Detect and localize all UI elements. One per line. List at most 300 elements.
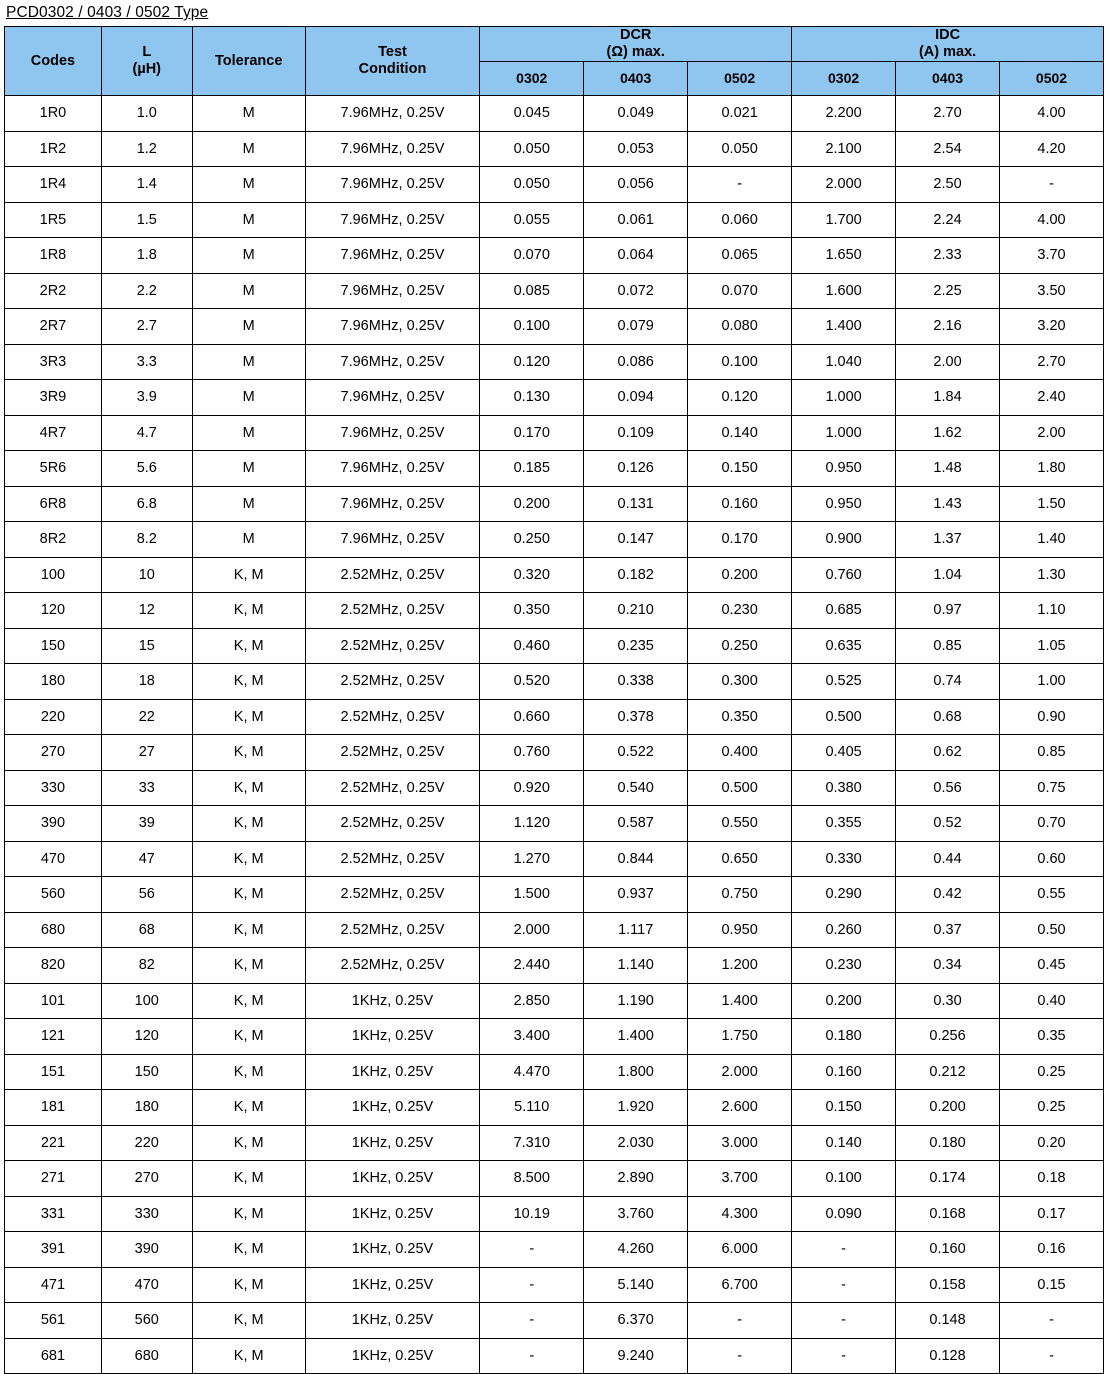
cell-test-condition: 7.96MHz, 0.25V — [305, 273, 480, 309]
cell-idc-0302: 2.000 — [792, 167, 896, 203]
cell-dcr-0502: 0.750 — [688, 877, 792, 913]
cell-tolerance: K, M — [192, 912, 305, 948]
cell-idc-0302: 0.230 — [792, 948, 896, 984]
cell-dcr-0502: 0.200 — [688, 557, 792, 593]
cell-dcr-0302: 1.270 — [480, 841, 584, 877]
cell-code: 470 — [5, 841, 102, 877]
cell-idc-0302: 0.330 — [792, 841, 896, 877]
cell-dcr-0502: 2.000 — [688, 1054, 792, 1090]
cell-inductance: 22 — [101, 699, 192, 735]
cell-code: 561 — [5, 1303, 102, 1339]
cell-dcr-0502: 0.100 — [688, 344, 792, 380]
table-row — [5, 415, 1104, 451]
table-row — [5, 1019, 1104, 1055]
cell-inductance: 1.8 — [101, 238, 192, 274]
cell-tolerance: K, M — [192, 1090, 305, 1126]
cell-idc-0302: 0.290 — [792, 877, 896, 913]
cell-dcr-0302: 0.130 — [480, 380, 584, 416]
table-row — [5, 699, 1104, 735]
cell-dcr-0403: 0.064 — [584, 238, 688, 274]
table-row — [5, 202, 1104, 238]
cell-idc-0302: 0.405 — [792, 735, 896, 771]
cell-dcr-0403: 0.522 — [584, 735, 688, 771]
cell-inductance: 330 — [101, 1196, 192, 1232]
cell-idc-0302: 0.180 — [792, 1019, 896, 1055]
cell-idc-0502: - — [1000, 1338, 1104, 1374]
cell-code: 8R2 — [5, 522, 102, 558]
cell-dcr-0403: 0.094 — [584, 380, 688, 416]
cell-tolerance: K, M — [192, 948, 305, 984]
cell-idc-0302: 2.100 — [792, 131, 896, 167]
cell-dcr-0403: 0.049 — [584, 96, 688, 132]
cell-code: 390 — [5, 806, 102, 842]
cell-inductance: 68 — [101, 912, 192, 948]
cell-dcr-0502: 0.550 — [688, 806, 792, 842]
cell-code: 681 — [5, 1338, 102, 1374]
cell-tolerance: K, M — [192, 557, 305, 593]
cell-tolerance: K, M — [192, 841, 305, 877]
cell-dcr-0302: - — [480, 1232, 584, 1268]
cell-dcr-0502: 0.230 — [688, 593, 792, 629]
cell-tolerance: M — [192, 415, 305, 451]
cell-code: 100 — [5, 557, 102, 593]
cell-tolerance: K, M — [192, 1303, 305, 1339]
table-row — [5, 1125, 1104, 1161]
cell-idc-0302: 0.900 — [792, 522, 896, 558]
cell-inductance: 3.3 — [101, 344, 192, 380]
cell-code: 121 — [5, 1019, 102, 1055]
cell-idc-0302: 0.950 — [792, 486, 896, 522]
cell-test-condition: 2.52MHz, 0.25V — [305, 664, 480, 700]
table-row — [5, 486, 1104, 522]
cell-idc-0403: 0.256 — [896, 1019, 1000, 1055]
cell-dcr-0403: 0.131 — [584, 486, 688, 522]
cell-dcr-0302: 1.500 — [480, 877, 584, 913]
cell-dcr-0302: 0.070 — [480, 238, 584, 274]
cell-idc-0502: 0.18 — [1000, 1161, 1104, 1197]
cell-inductance: 390 — [101, 1232, 192, 1268]
cell-idc-0302: 0.760 — [792, 557, 896, 593]
cell-test-condition: 7.96MHz, 0.25V — [305, 415, 480, 451]
cell-dcr-0502: 0.140 — [688, 415, 792, 451]
cell-code: 5R6 — [5, 451, 102, 487]
table-row — [5, 1338, 1104, 1374]
cell-test-condition: 7.96MHz, 0.25V — [305, 309, 480, 345]
column-group-header-dcr — [480, 27, 792, 62]
cell-idc-0302: 2.200 — [792, 96, 896, 132]
cell-idc-0302: 0.100 — [792, 1161, 896, 1197]
cell-tolerance: M — [192, 96, 305, 132]
cell-idc-0302: 0.635 — [792, 628, 896, 664]
cell-dcr-0403: 1.190 — [584, 983, 688, 1019]
cell-tolerance: K, M — [192, 699, 305, 735]
table-row — [5, 1303, 1104, 1339]
cell-idc-0302: 0.500 — [792, 699, 896, 735]
cell-test-condition: 7.96MHz, 0.25V — [305, 131, 480, 167]
cell-idc-0302: - — [792, 1232, 896, 1268]
cell-idc-0502: 1.10 — [1000, 593, 1104, 629]
column-header-test-condition-line2: Condition — [358, 61, 427, 77]
cell-dcr-0302: 0.760 — [480, 735, 584, 771]
cell-tolerance: K, M — [192, 770, 305, 806]
table-row — [5, 877, 1104, 913]
cell-idc-0502: 0.15 — [1000, 1267, 1104, 1303]
cell-idc-0302: 0.150 — [792, 1090, 896, 1126]
cell-dcr-0502: 0.065 — [688, 238, 792, 274]
cell-inductance: 3.9 — [101, 380, 192, 416]
cell-idc-0403: 2.16 — [896, 309, 1000, 345]
cell-test-condition: 1KHz, 0.25V — [305, 1232, 480, 1268]
table-row — [5, 806, 1104, 842]
cell-idc-0302: 0.140 — [792, 1125, 896, 1161]
cell-dcr-0502: 0.500 — [688, 770, 792, 806]
cell-idc-0403: 0.212 — [896, 1054, 1000, 1090]
column-subheader-dcr-0502: 0502 — [688, 62, 792, 96]
cell-test-condition: 2.52MHz, 0.25V — [305, 699, 480, 735]
cell-tolerance: K, M — [192, 1232, 305, 1268]
column-group-header-idc — [792, 27, 1104, 62]
table-row — [5, 96, 1104, 132]
cell-dcr-0302: 0.085 — [480, 273, 584, 309]
cell-idc-0502: 0.16 — [1000, 1232, 1104, 1268]
cell-test-condition: 2.52MHz, 0.25V — [305, 806, 480, 842]
table-row — [5, 167, 1104, 203]
cell-dcr-0502: 0.060 — [688, 202, 792, 238]
cell-idc-0403: 0.62 — [896, 735, 1000, 771]
column-header-inductance-symbol: L — [142, 44, 152, 60]
table-row — [5, 380, 1104, 416]
cell-inductance: 18 — [101, 664, 192, 700]
cell-idc-0502: 4.00 — [1000, 96, 1104, 132]
cell-dcr-0502: 0.170 — [688, 522, 792, 558]
cell-dcr-0502: 0.080 — [688, 309, 792, 345]
cell-idc-0403: 0.37 — [896, 912, 1000, 948]
column-header-inductance — [101, 27, 192, 96]
cell-tolerance: K, M — [192, 877, 305, 913]
cell-code: 391 — [5, 1232, 102, 1268]
cell-tolerance: K, M — [192, 983, 305, 1019]
cell-code: 4R7 — [5, 415, 102, 451]
cell-inductance: 100 — [101, 983, 192, 1019]
cell-dcr-0302: 0.460 — [480, 628, 584, 664]
cell-dcr-0403: 0.338 — [584, 664, 688, 700]
column-subheader-dcr-0403: 0403 — [584, 62, 688, 96]
cell-dcr-0502: 0.400 — [688, 735, 792, 771]
cell-idc-0302: 0.525 — [792, 664, 896, 700]
cell-code: 180 — [5, 664, 102, 700]
cell-code: 330 — [5, 770, 102, 806]
cell-dcr-0502: 0.150 — [688, 451, 792, 487]
cell-dcr-0302: 0.200 — [480, 486, 584, 522]
column-subheader-dcr-0302: 0302 — [480, 62, 584, 96]
cell-tolerance: M — [192, 202, 305, 238]
table-row — [5, 273, 1104, 309]
specification-table — [4, 26, 1104, 1374]
cell-tolerance: M — [192, 522, 305, 558]
cell-dcr-0403: 6.370 — [584, 1303, 688, 1339]
cell-test-condition: 7.96MHz, 0.25V — [305, 344, 480, 380]
cell-inductance: 47 — [101, 841, 192, 877]
cell-inductance: 470 — [101, 1267, 192, 1303]
cell-dcr-0502: - — [688, 167, 792, 203]
cell-inductance: 1.4 — [101, 167, 192, 203]
cell-dcr-0302: 0.250 — [480, 522, 584, 558]
cell-idc-0502: 3.20 — [1000, 309, 1104, 345]
cell-idc-0403: 1.84 — [896, 380, 1000, 416]
cell-idc-0502: 0.20 — [1000, 1125, 1104, 1161]
cell-idc-0502: 1.30 — [1000, 557, 1104, 593]
cell-dcr-0403: 0.937 — [584, 877, 688, 913]
cell-tolerance: K, M — [192, 1196, 305, 1232]
cell-idc-0502: 0.75 — [1000, 770, 1104, 806]
cell-idc-0502: 1.50 — [1000, 486, 1104, 522]
cell-test-condition: 7.96MHz, 0.25V — [305, 96, 480, 132]
cell-idc-0403: 2.70 — [896, 96, 1000, 132]
table-row — [5, 1267, 1104, 1303]
table-row — [5, 1232, 1104, 1268]
cell-idc-0403: 0.74 — [896, 664, 1000, 700]
cell-idc-0302: - — [792, 1303, 896, 1339]
cell-dcr-0502: 3.700 — [688, 1161, 792, 1197]
cell-dcr-0403: 1.400 — [584, 1019, 688, 1055]
cell-dcr-0502: 2.600 — [688, 1090, 792, 1126]
cell-dcr-0403: 2.030 — [584, 1125, 688, 1161]
cell-idc-0403: 2.25 — [896, 273, 1000, 309]
cell-dcr-0302: 0.185 — [480, 451, 584, 487]
cell-dcr-0403: 1.140 — [584, 948, 688, 984]
cell-inductance: 10 — [101, 557, 192, 593]
cell-code: 1R5 — [5, 202, 102, 238]
cell-dcr-0403: 0.056 — [584, 167, 688, 203]
cell-idc-0502: 0.85 — [1000, 735, 1104, 771]
cell-dcr-0302: 2.850 — [480, 983, 584, 1019]
cell-idc-0502: - — [1000, 1303, 1104, 1339]
cell-idc-0403: 1.04 — [896, 557, 1000, 593]
cell-idc-0502: 2.40 — [1000, 380, 1104, 416]
cell-inductance: 2.7 — [101, 309, 192, 345]
cell-dcr-0502: 1.750 — [688, 1019, 792, 1055]
cell-tolerance: K, M — [192, 1338, 305, 1374]
cell-dcr-0302: 10.19 — [480, 1196, 584, 1232]
cell-inductance: 1.0 — [101, 96, 192, 132]
cell-code: 1R4 — [5, 167, 102, 203]
cell-dcr-0403: 0.072 — [584, 273, 688, 309]
cell-idc-0403: 1.48 — [896, 451, 1000, 487]
cell-idc-0403: 0.56 — [896, 770, 1000, 806]
cell-dcr-0302: 8.500 — [480, 1161, 584, 1197]
cell-code: 270 — [5, 735, 102, 771]
cell-test-condition: 7.96MHz, 0.25V — [305, 167, 480, 203]
cell-dcr-0403: 0.126 — [584, 451, 688, 487]
cell-inductance: 4.7 — [101, 415, 192, 451]
cell-dcr-0302: 0.920 — [480, 770, 584, 806]
cell-idc-0502: 0.25 — [1000, 1090, 1104, 1126]
cell-inductance: 270 — [101, 1161, 192, 1197]
cell-idc-0302: - — [792, 1267, 896, 1303]
cell-idc-0403: 0.52 — [896, 806, 1000, 842]
cell-inductance: 220 — [101, 1125, 192, 1161]
cell-idc-0302: 1.700 — [792, 202, 896, 238]
cell-code: 1R8 — [5, 238, 102, 274]
cell-code: 560 — [5, 877, 102, 913]
cell-test-condition: 1KHz, 0.25V — [305, 1196, 480, 1232]
cell-dcr-0502: 6.000 — [688, 1232, 792, 1268]
cell-dcr-0502: - — [688, 1303, 792, 1339]
cell-dcr-0403: 0.540 — [584, 770, 688, 806]
cell-idc-0302: 1.400 — [792, 309, 896, 345]
cell-idc-0403: 0.34 — [896, 948, 1000, 984]
cell-dcr-0302: 0.520 — [480, 664, 584, 700]
cell-dcr-0302: 0.050 — [480, 167, 584, 203]
cell-dcr-0403: 0.210 — [584, 593, 688, 629]
cell-tolerance: M — [192, 238, 305, 274]
cell-dcr-0502: 0.650 — [688, 841, 792, 877]
cell-tolerance: M — [192, 380, 305, 416]
cell-idc-0502: - — [1000, 167, 1104, 203]
cell-idc-0502: 4.00 — [1000, 202, 1104, 238]
table-row — [5, 983, 1104, 1019]
cell-dcr-0403: 3.760 — [584, 1196, 688, 1232]
column-header-test-condition — [305, 27, 480, 96]
column-group-header-dcr-line1: DCR — [619, 27, 652, 43]
cell-tolerance: K, M — [192, 1161, 305, 1197]
cell-idc-0502: 0.50 — [1000, 912, 1104, 948]
table-row — [5, 451, 1104, 487]
table-row — [5, 309, 1104, 345]
cell-dcr-0302: - — [480, 1338, 584, 1374]
cell-idc-0502: 3.50 — [1000, 273, 1104, 309]
cell-inductance: 33 — [101, 770, 192, 806]
cell-test-condition: 7.96MHz, 0.25V — [305, 202, 480, 238]
cell-idc-0302: 1.040 — [792, 344, 896, 380]
column-group-header-idc-line1: IDC — [935, 27, 961, 43]
cell-code: 2R2 — [5, 273, 102, 309]
cell-test-condition: 2.52MHz, 0.25V — [305, 735, 480, 771]
column-group-header-idc-line2: (A) max. — [918, 44, 977, 60]
cell-idc-0403: 0.97 — [896, 593, 1000, 629]
cell-dcr-0302: - — [480, 1303, 584, 1339]
cell-dcr-0403: 0.086 — [584, 344, 688, 380]
column-header-codes: Codes — [5, 27, 102, 96]
cell-tolerance: M — [192, 309, 305, 345]
cell-idc-0403: 2.00 — [896, 344, 1000, 380]
cell-dcr-0502: 0.350 — [688, 699, 792, 735]
cell-inductance: 15 — [101, 628, 192, 664]
cell-dcr-0403: 0.587 — [584, 806, 688, 842]
cell-code: 271 — [5, 1161, 102, 1197]
cell-dcr-0502: 0.950 — [688, 912, 792, 948]
cell-idc-0502: 1.80 — [1000, 451, 1104, 487]
cell-code: 6R8 — [5, 486, 102, 522]
cell-dcr-0403: 5.140 — [584, 1267, 688, 1303]
cell-dcr-0502: 0.300 — [688, 664, 792, 700]
page-title: PCD0302 / 0403 / 0502 Type — [6, 4, 209, 21]
cell-code: 181 — [5, 1090, 102, 1126]
cell-dcr-0403: 1.117 — [584, 912, 688, 948]
cell-idc-0502: 2.70 — [1000, 344, 1104, 380]
cell-dcr-0302: 1.120 — [480, 806, 584, 842]
cell-test-condition: 1KHz, 0.25V — [305, 1125, 480, 1161]
cell-idc-0502: 0.60 — [1000, 841, 1104, 877]
cell-code: 1R2 — [5, 131, 102, 167]
cell-tolerance: K, M — [192, 1054, 305, 1090]
cell-idc-0403: 0.158 — [896, 1267, 1000, 1303]
cell-dcr-0302: - — [480, 1267, 584, 1303]
table-row — [5, 1196, 1104, 1232]
cell-dcr-0403: 0.844 — [584, 841, 688, 877]
table-body — [5, 96, 1104, 1374]
cell-tolerance: K, M — [192, 593, 305, 629]
cell-idc-0302: 0.200 — [792, 983, 896, 1019]
cell-test-condition: 1KHz, 0.25V — [305, 1303, 480, 1339]
cell-dcr-0502: 0.160 — [688, 486, 792, 522]
cell-dcr-0502: 1.400 — [688, 983, 792, 1019]
cell-idc-0502: 0.17 — [1000, 1196, 1104, 1232]
cell-tolerance: M — [192, 344, 305, 380]
column-header-test-condition-line1: Test — [378, 44, 407, 60]
cell-dcr-0302: 5.110 — [480, 1090, 584, 1126]
cell-inductance: 560 — [101, 1303, 192, 1339]
cell-dcr-0302: 0.350 — [480, 593, 584, 629]
cell-dcr-0403: 1.920 — [584, 1090, 688, 1126]
cell-test-condition: 1KHz, 0.25V — [305, 1161, 480, 1197]
cell-idc-0302: 1.000 — [792, 415, 896, 451]
cell-inductance: 680 — [101, 1338, 192, 1374]
cell-tolerance: K, M — [192, 735, 305, 771]
cell-dcr-0502: 0.050 — [688, 131, 792, 167]
cell-dcr-0403: 1.800 — [584, 1054, 688, 1090]
cell-test-condition: 2.52MHz, 0.25V — [305, 841, 480, 877]
cell-idc-0302: 0.260 — [792, 912, 896, 948]
cell-dcr-0302: 0.660 — [480, 699, 584, 735]
cell-dcr-0302: 7.310 — [480, 1125, 584, 1161]
cell-test-condition: 1KHz, 0.25V — [305, 1019, 480, 1055]
cell-test-condition: 2.52MHz, 0.25V — [305, 912, 480, 948]
cell-idc-0502: 2.00 — [1000, 415, 1104, 451]
cell-dcr-0403: 0.235 — [584, 628, 688, 664]
cell-code: 3R9 — [5, 380, 102, 416]
cell-code: 1R0 — [5, 96, 102, 132]
cell-dcr-0302: 0.170 — [480, 415, 584, 451]
table-row — [5, 1161, 1104, 1197]
cell-idc-0502: 4.20 — [1000, 131, 1104, 167]
cell-tolerance: M — [192, 273, 305, 309]
cell-inductance: 8.2 — [101, 522, 192, 558]
cell-dcr-0403: 0.079 — [584, 309, 688, 345]
cell-idc-0502: 0.35 — [1000, 1019, 1104, 1055]
cell-dcr-0302: 0.045 — [480, 96, 584, 132]
cell-code: 150 — [5, 628, 102, 664]
cell-idc-0302: 0.160 — [792, 1054, 896, 1090]
table-row — [5, 770, 1104, 806]
cell-dcr-0403: 0.109 — [584, 415, 688, 451]
cell-idc-0403: 0.148 — [896, 1303, 1000, 1339]
table-row — [5, 557, 1104, 593]
cell-inductance: 120 — [101, 1019, 192, 1055]
cell-inductance: 1.2 — [101, 131, 192, 167]
cell-code: 2R7 — [5, 309, 102, 345]
table-row — [5, 238, 1104, 274]
cell-code: 120 — [5, 593, 102, 629]
cell-idc-0403: 0.30 — [896, 983, 1000, 1019]
cell-test-condition: 2.52MHz, 0.25V — [305, 628, 480, 664]
cell-idc-0302: 0.355 — [792, 806, 896, 842]
cell-test-condition: 1KHz, 0.25V — [305, 1054, 480, 1090]
cell-tolerance: M — [192, 451, 305, 487]
cell-test-condition: 7.96MHz, 0.25V — [305, 486, 480, 522]
cell-tolerance: M — [192, 486, 305, 522]
table-row — [5, 131, 1104, 167]
